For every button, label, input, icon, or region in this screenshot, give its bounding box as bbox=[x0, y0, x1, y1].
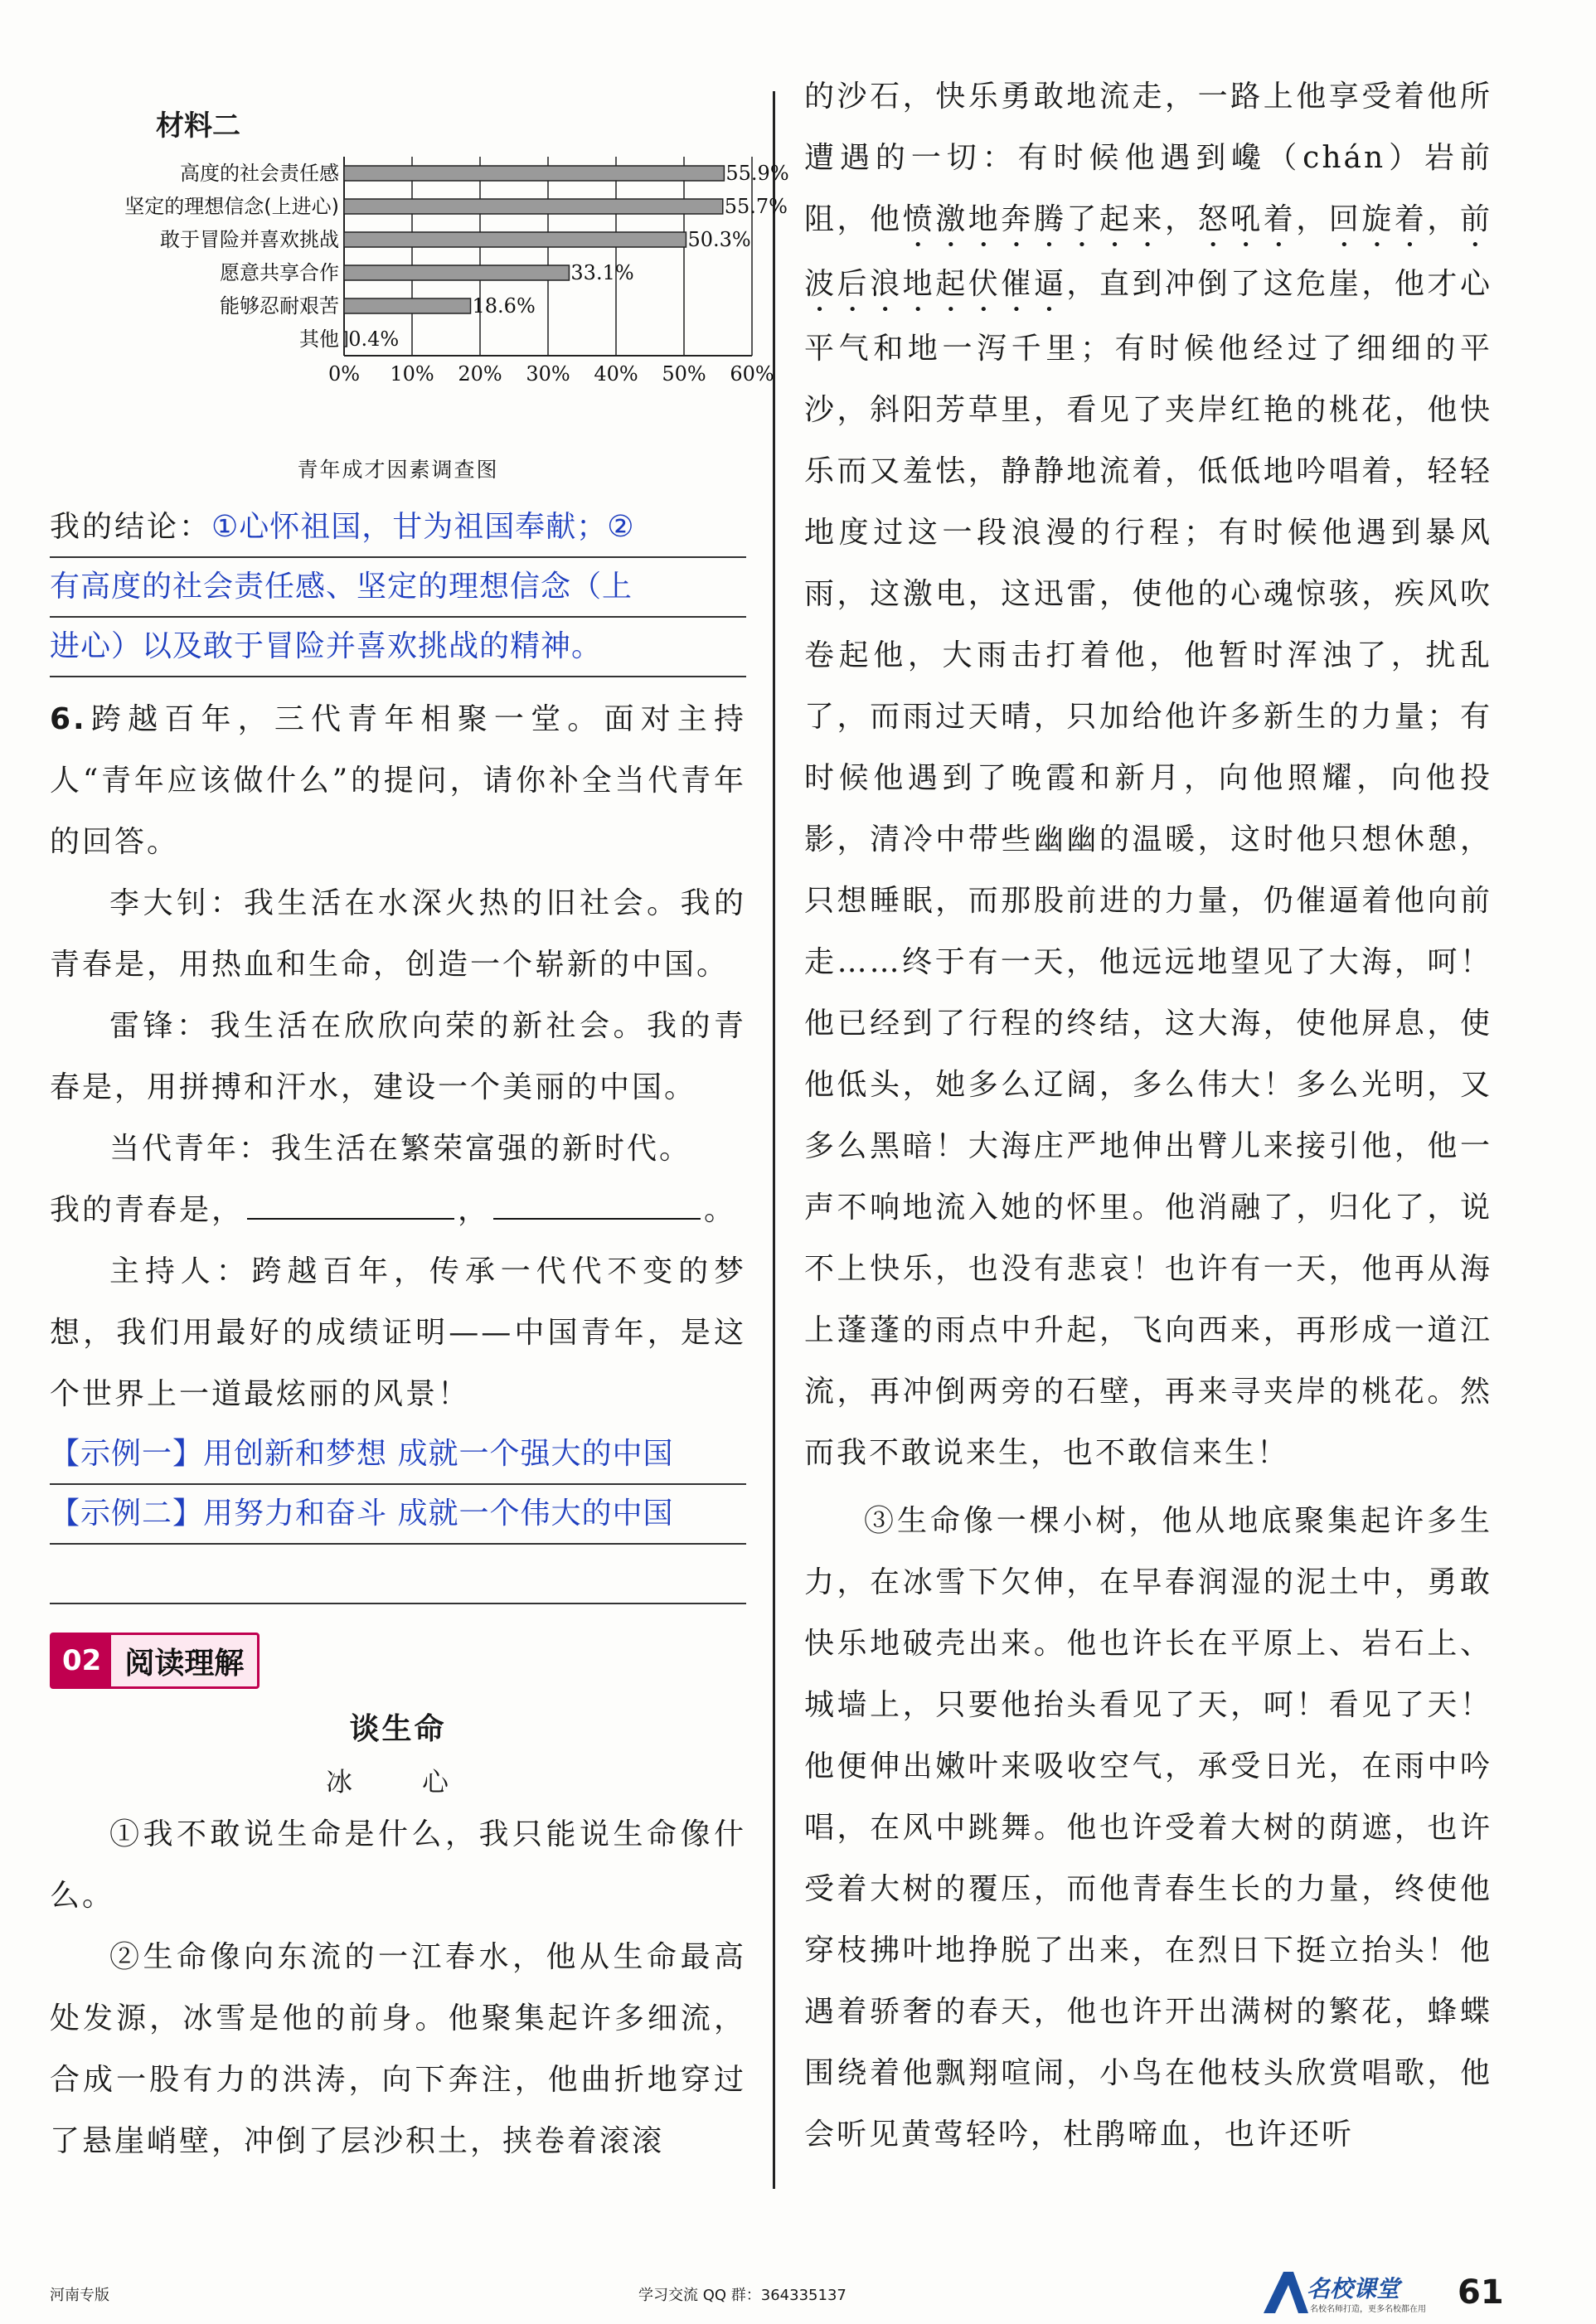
page-footer bbox=[0, 2268, 1596, 2318]
survey-chart bbox=[50, 148, 789, 447]
data-label: 55.9% bbox=[725, 162, 789, 185]
x-tick-label: 40% bbox=[594, 362, 638, 386]
conclusion-answer-3: 进心）以及敢于冒险并喜欢挑战的精神。 bbox=[50, 618, 746, 677]
category-label: 愿意共享合作 bbox=[220, 261, 339, 284]
data-label: 0.4% bbox=[348, 327, 400, 351]
qq-group: 学习交流 QQ 群：364335137 bbox=[638, 2287, 847, 2304]
category-label: 敢于冒险并喜欢挑战 bbox=[160, 228, 339, 251]
youth-text-b bbox=[50, 1180, 746, 1241]
youth-text-a: 当代青年：我生活在繁荣富强的新时代。 bbox=[109, 1132, 692, 1166]
category-label: 其他 bbox=[299, 327, 339, 351]
page-number: 61 bbox=[1458, 2273, 1504, 2312]
p2-segment-1: 的沙石，快乐勇敢地流走，一路上他享受着他所遭遇的一切：有时候他遇到巉（chán）岩前阻，他 bbox=[804, 80, 1492, 236]
bar bbox=[344, 232, 686, 247]
article-title: 谈生命 bbox=[349, 1712, 447, 1746]
category-label: 能够忍耐艰苦 bbox=[220, 294, 339, 318]
answer-blank-2[interactable] bbox=[493, 1188, 701, 1220]
conclusion-label: 我的结论： bbox=[50, 510, 212, 544]
bar bbox=[344, 332, 347, 347]
section-header bbox=[50, 1633, 746, 1689]
article-paragraph-3: ③生命像一棵小树，他从地底聚集起许多生力，在冰雪下欠伸，在早春润湿的泥土中，勇敢快乐地破壳出来。他也许长在平原上、岩石上、城墙上，只要他抬头看见了天，呵！看见了天！他便伸出嫩叶来吸收空气，承受日光，在雨中吟唱，在风中跳舞。他也许受着大树的荫遮，也许受着大树的覆压，而他青春生长的力量，终使他穿枝拂叶地挣脱了出来，在烈日下挺立抬头！他遇着骄奢的春天，他也许开出满树的繁花，蜂蝶围绕着他飘翔喧闹，小鸟在他枝头欣赏唱歌，他会听见黄莺轻吟，杜鹃啼血，也许还听 bbox=[804, 1504, 1492, 2152]
answer-blank-1[interactable] bbox=[247, 1188, 454, 1220]
x-tick-label: 20% bbox=[458, 362, 502, 386]
brand-tagline: 名校名师打造，更多名校都在用 bbox=[1310, 2305, 1426, 2314]
comma: ， bbox=[458, 1193, 491, 1227]
question-number: 6. bbox=[50, 702, 87, 736]
brand-logo-icon bbox=[1260, 2268, 1451, 2317]
bar-chart-svg bbox=[50, 148, 789, 447]
bar bbox=[344, 166, 724, 181]
category-label: 坚定的理想信念(上进心) bbox=[124, 195, 339, 218]
conclusion-answer-2: 有高度的社会责任感、坚定的理想信念（上 bbox=[50, 558, 746, 618]
section-number: 02 bbox=[52, 1635, 111, 1686]
section-title: 阅读理解 bbox=[124, 1646, 245, 1681]
lei-feng-text: 雷锋：我生活在欣欣向荣的新社会。我的青春是，用拼搏和汗水，建设一个美丽的中国。 bbox=[50, 1009, 746, 1104]
conclusion-line1 bbox=[50, 498, 746, 558]
material-two-heading: 材料二 bbox=[156, 109, 240, 143]
example-answer-1: 【示例一】用创新和梦想 成就一个强大的中国 bbox=[50, 1425, 746, 1485]
p2-segment-2: 直到冲倒了这危崖，他才心平气和地一泻千里；有时候他经过了细细的平沙，斜阳芳草里，看见了夹岸红艳的桃花，他快乐而又羞怯，静静地流着，低低地吟唱着，轻轻地度过这一段浪漫的行程；有时候他遇到暴风雨，这激电，这迅雷，使他的心魂惊骇，疾风吹卷起他，大雨击打着他，他暂时浑浊了，扰乱了，而雨过天晴，只加给他许多新生的力量；有时候他遇到了晚霞和新月，向他照耀，向他投影，清冷中带些幽幽的温暖，这时他只想休憩，只想睡眠，而那股前进的力量，仍催逼着他向前走……终于有一天，他远远地望见了大海，呵！他已经到了行程的终结，这大海，使他屏息，使他低头，她多么辽阔，多么伟大！多么光明，又多么黑暗！大海庄严地伸出臂儿来接引他，他一声不响地流入她的怀里。他消融了，归化了，说不上快乐，也没有悲哀！也许有一天，他再从海上蓬蓬的雨点中升起，飞向西来，再形成一道江流，再冲倒两旁的石壁，再来寻夹岸的桃花。然而我不敢说来生，也不敢信来生！ bbox=[804, 267, 1492, 1470]
example-answer-2: 【示例二】用努力和奋斗 成就一个伟大的中国 bbox=[50, 1485, 746, 1545]
data-label: 50.3% bbox=[687, 228, 751, 251]
article-author: 冰 心 bbox=[325, 1766, 470, 1798]
data-label: 55.7% bbox=[724, 195, 788, 218]
left-column bbox=[50, 66, 789, 2172]
x-tick-label: 50% bbox=[662, 362, 706, 386]
x-tick-label: 30% bbox=[526, 362, 570, 386]
empty-answer-line bbox=[50, 1545, 746, 1604]
host-text: 主持人：跨越百年，传承一代代不变的梦想，我们用最好的成绩证明——中国青年，是这个世界上一道最炫丽的风景！ bbox=[50, 1254, 746, 1411]
column-divider bbox=[773, 91, 775, 2189]
article-paragraph-2-start: ②生命像向东流的一江春水，他从生命最高处发源，冰雪是他的前身。他聚集起许多细流，合成一股有力的洪涛，向下奔注，他曲折地穿过了悬崖峭壁，冲倒了层沙积土，挟卷着滚滚 bbox=[50, 1940, 746, 2158]
p2-dotted-segment: 愤激地奔腾了起来，怒吼着，回旋着，前波后浪地起伏催逼， bbox=[804, 202, 1492, 301]
right-column bbox=[804, 66, 1492, 2166]
bar bbox=[344, 265, 569, 280]
x-tick-label: 60% bbox=[730, 362, 774, 386]
question-prompt: 跨越百年，三代青年相聚一堂。面对主持人“青年应该做什么”的提问，请你补全当代青年的回答。 bbox=[50, 702, 746, 859]
youth-lead: 我的青春是， bbox=[50, 1193, 245, 1227]
chart-caption: 青年成才因素调查图 bbox=[297, 458, 499, 482]
data-label: 33.1% bbox=[570, 261, 634, 284]
bar bbox=[344, 199, 723, 214]
category-label: 高度的社会责任感 bbox=[180, 162, 339, 185]
x-tick-label: 0% bbox=[327, 362, 361, 386]
li-dazhao-text: 李大钊：我生活在水深火热的旧社会。我的青春是，用热血和生命，创造一个崭新的中国。 bbox=[50, 886, 746, 982]
bar bbox=[344, 298, 471, 313]
period: 。 bbox=[704, 1193, 737, 1227]
data-label: 18.6% bbox=[472, 294, 536, 318]
edition-label: 河南专版 bbox=[50, 2287, 109, 2304]
question-6 bbox=[50, 689, 746, 873]
x-tick-label: 10% bbox=[390, 362, 434, 386]
article-paragraph-1: ①我不敢说生命是什么，我只能说生命像什么。 bbox=[50, 1817, 746, 1913]
conclusion-answer-1: ①心怀祖国，甘为祖国奉献；② bbox=[211, 510, 635, 544]
brand-name: 名校课堂 bbox=[1307, 2275, 1400, 2302]
article-paragraph-2-cont bbox=[804, 66, 1492, 1484]
section-badge bbox=[50, 1633, 260, 1689]
